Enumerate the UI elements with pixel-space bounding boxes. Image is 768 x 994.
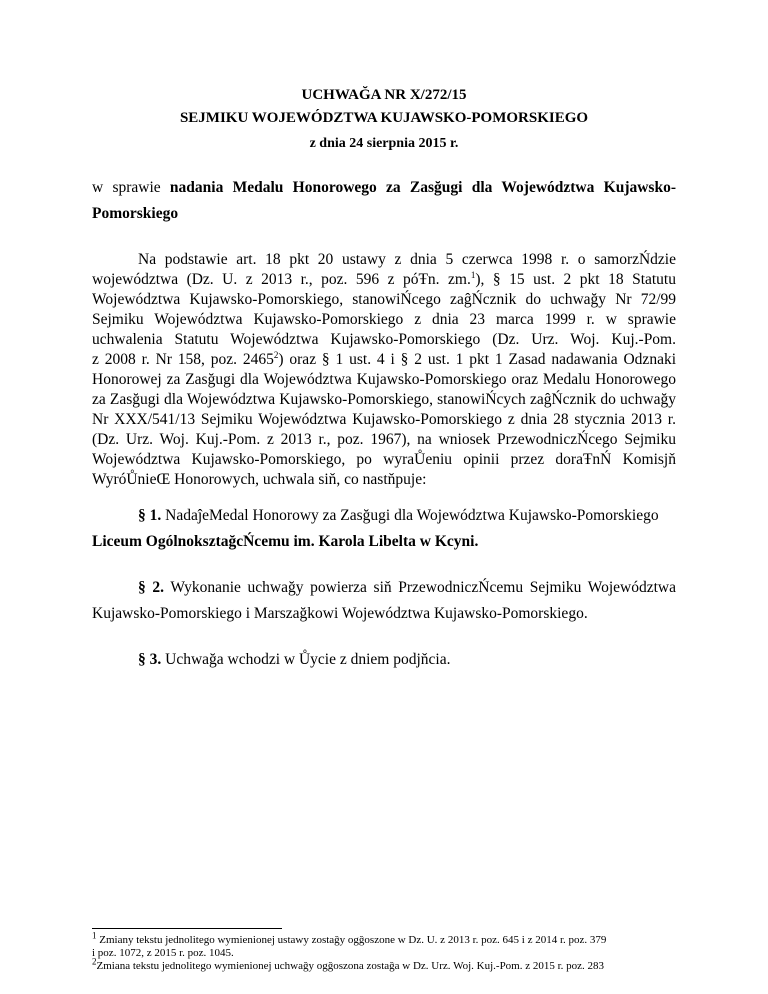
subject-title: nadania Medalu Honorowego za Zasğugi dla Województwa Kujawsko-	[169, 179, 676, 196]
footnote-number: 1	[92, 930, 97, 941]
preamble-line: Nr XXX/541/13 Sejmiku Województwa Kujawsko-Pomorskiego z dnia 28 stycznia 2013 r.	[92, 411, 676, 428]
section-2	[138, 578, 676, 599]
preamble-line: WyróŮnieŒ Honorowych, uchwala siň, co nastňpuje:	[92, 471, 427, 488]
preamble-line: Sejmiku Województwa Kujawsko-Pomorskiego z dnia 23 marca 1999 r. w sprawie	[92, 311, 676, 328]
resolution-body: SEJMIKU WOJEWÓDZTWA KUJAWSKO-POMORSKIEGO	[179, 110, 589, 126]
preamble-line-text: z 2008 r. Nr 158, poz. 2465	[92, 351, 274, 368]
preamble-line: za Zasğugi dla Województwa Kujawsko-Pomorskiego, stanowiŃcych zaĝŃcznik do uchwağy	[92, 391, 676, 408]
preamble-line: (Dz. Urz. Woj. Kuj.-Pom. z 2013 r., poz. 1967), na wniosek PrzewodniczŃcego Sejmiku	[92, 431, 676, 448]
preamble-line: Honorowej za Zasğugi dla Województwa Kujawsko-Pomorskiego oraz Medalu Honorowego	[92, 371, 676, 388]
footnote-2	[92, 956, 682, 973]
footnote-text: Zmiana tekstu jednolitego wymienionej uchwağy ogğoszona zostağa w Dz. Urz. Woj. Kuj.-Pom. z 2015 r. poz. 283	[96, 960, 605, 972]
footnote-ref: 1	[470, 269, 476, 280]
section-text: Uchwağa wchodzi w Ůycie z dniem podjňcia.	[161, 651, 451, 668]
preamble-line: Województwa Kujawsko-Pomorskiego, po wyraŮeniu opinii przez doraŦnŃ Komisjň	[92, 451, 676, 468]
preamble-line: Województwa Kujawsko-Pomorskiego, stanowiŃcego zaĝŃcznik do uchwağy Nr 72/99	[92, 291, 676, 308]
section-2-line-2: Kujawsko-Pomorskiego i Marszağkowi Województwa Kujawsko-Pomorskiego.	[92, 605, 588, 622]
subject-line-1	[92, 178, 676, 199]
section-label: § 1.	[138, 507, 162, 524]
footnote-1	[92, 930, 682, 947]
resolution-date: z dnia 24 sierpnia 2015 r.	[309, 136, 459, 151]
preamble-line	[92, 350, 676, 371]
footnote-number: 2	[92, 956, 97, 967]
footnote-text: Zmiany tekstu jednolitego wymienionej ustawy zostağy ogğoszone w Dz. U. z 2013 r. poz. 645 i z 2014 r. poz. 379	[99, 934, 607, 946]
subject-prefix: w sprawie	[92, 179, 170, 196]
section-text: NadaĵeMedal Honorowy za Zasğugi dla Województwa Kujawsko-Pomorskiego	[161, 507, 659, 524]
preamble-line: uchwalenia Statutu Województwa Kujawsko-Pomorskiego (Dz. Urz. Woj. Kuj.-Pom.	[92, 331, 676, 348]
preamble-line-text: województwa (Dz. U. z 2013 r., poz. 596 z póŦn. zm.	[92, 271, 471, 288]
footnote-1-line-2: i poz. 1072, z 2015 r. poz. 1045.	[92, 947, 234, 959]
section-1	[138, 506, 676, 527]
section-label: § 3.	[138, 651, 162, 668]
section-3	[138, 650, 676, 671]
section-1-recipient: Liceum OgólnoksztağcŃcemu im. Karola Libelta w Kcyni.	[92, 533, 479, 550]
footnote-divider	[92, 928, 282, 929]
subject-line-2: Pomorskiego	[92, 205, 179, 222]
footnote-ref: 2	[273, 349, 279, 360]
resolution-title: UCHWAĞA NR X/272/15	[301, 87, 467, 103]
section-text: Wykonanie uchwağy powierza siň PrzewodniczŃcemu Sejmiku Województwa	[164, 579, 676, 596]
preamble-line-text: ) oraz § 1 ust. 4 i § 2 ust. 1 pkt 1 Zasad nadawania Odznaki	[278, 351, 677, 368]
preamble-line	[92, 270, 676, 291]
preamble-line-text: ), § 15 ust. 2 pkt 18 Statutu	[475, 271, 676, 288]
section-label: § 2.	[138, 579, 165, 596]
preamble-line: Na podstawie art. 18 pkt 20 ustawy z dnia 5 czerwca 1998 r. o samorzŃdzie	[138, 251, 676, 268]
